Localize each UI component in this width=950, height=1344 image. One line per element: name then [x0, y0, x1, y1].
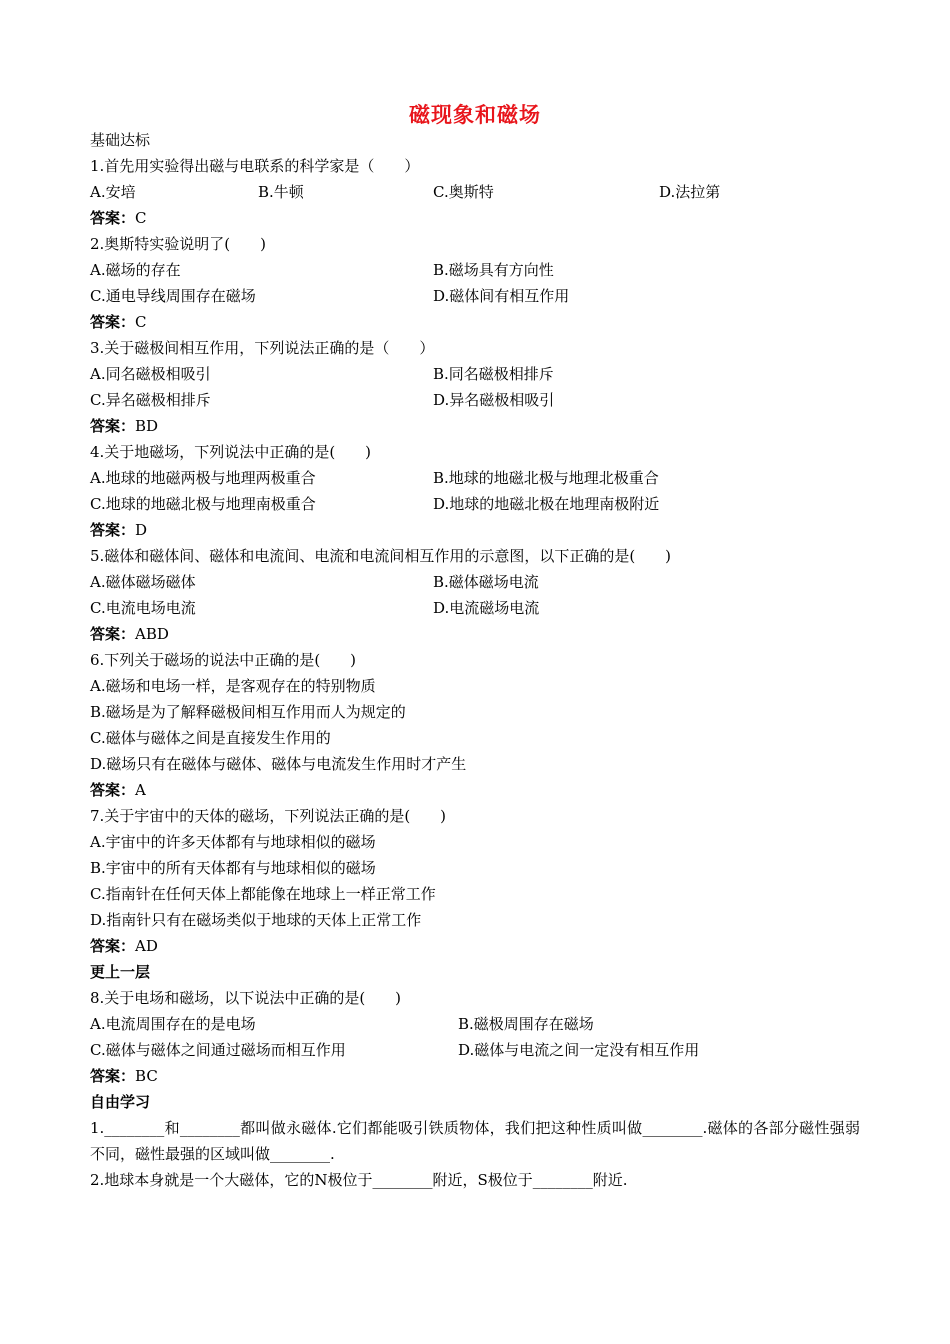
- question-3-stem: 3.关于磁极间相互作用，下列说法正确的是（ ）: [90, 339, 435, 357]
- question-5-option-d: D.电流磁场电流: [433, 599, 540, 617]
- question-3-option-c: C.异名磁极相排斥: [90, 391, 211, 409]
- question-1-answer: [90, 208, 147, 228]
- question-6-stem: 6.下列关于磁场的说法中正确的是( ): [90, 651, 357, 669]
- question-1-option-c: C.奥斯特: [433, 183, 494, 201]
- answer-value: BD: [135, 417, 159, 435]
- answer-label: 答案：: [90, 1067, 136, 1085]
- question-7-option-a: A.宇宙中的许多天体都有与地球相似的磁场: [90, 833, 376, 851]
- question-6-option-b: B.磁场是为了解释磁极间相互作用而人为规定的: [90, 703, 406, 721]
- answer-label: 答案：: [90, 625, 136, 643]
- question-2-answer: [90, 312, 147, 332]
- question-3-option-d: D.异名磁极相吸引: [433, 391, 555, 409]
- question-6-option-d: D.磁场只有在磁体与磁体、磁体与电流发生作用时才产生: [90, 755, 467, 773]
- document-title: 磁现象和磁场: [409, 103, 541, 127]
- answer-label: 答案：: [90, 781, 136, 799]
- question-5-option-b: B.磁体磁场电流: [433, 573, 539, 591]
- question-1-option-b: B.牛顿: [258, 183, 304, 201]
- answer-value: C: [135, 313, 147, 331]
- question-4-answer: [90, 520, 147, 540]
- question-8-stem: 8.关于电场和磁场，以下说法中正确的是( ): [90, 989, 402, 1007]
- question-4-option-b: B.地球的地磁北极与地理北极重合: [433, 469, 659, 487]
- question-1-stem: 1.首先用实验得出磁与电联系的科学家是（ ）: [90, 157, 420, 175]
- question-4-option-c: C.地球的地磁北极与地理南极重合: [90, 495, 316, 513]
- question-2-option-d: D.磁体间有相互作用: [433, 287, 570, 305]
- answer-value: D: [135, 521, 148, 539]
- question-5-option-a: A.磁体磁场磁体: [90, 573, 196, 591]
- question-3-option-a: A.同名磁极相吸引: [90, 365, 211, 383]
- answer-label: 答案：: [90, 417, 136, 435]
- question-5-option-c: C.电流电场电流: [90, 599, 196, 617]
- question-6-answer: [90, 780, 146, 800]
- answer-value: A: [135, 781, 146, 799]
- fill-in-2: 2.地球本身就是一个大磁体，它的N极位于________附近，S极位于________附近.: [90, 1171, 628, 1189]
- question-7-option-d: D.指南针只有在磁场类似于地球的天体上正常工作: [90, 911, 422, 929]
- answer-value: BC: [135, 1067, 158, 1085]
- question-2-stem: 2.奥斯特实验说明了( ): [90, 235, 267, 253]
- answer-label: 答案：: [90, 521, 136, 539]
- question-5-stem: 5.磁体和磁体间、磁体和电流间、电流和电流间相互作用的示意图，以下正确的是( ): [90, 547, 672, 565]
- question-7-stem: 7.关于宇宙中的天体的磁场，下列说法正确的是( ): [90, 807, 447, 825]
- question-2-option-c: C.通电导线周围存在磁场: [90, 287, 256, 305]
- question-8-option-b: B.磁极周围存在磁场: [458, 1015, 594, 1033]
- answer-label: 答案：: [90, 313, 136, 331]
- question-6-option-c: C.磁体与磁体之间是直接发生作用的: [90, 729, 331, 747]
- question-1-option-a: A.安培: [90, 183, 136, 201]
- question-3-answer: [90, 416, 158, 436]
- question-7-answer: [90, 936, 158, 956]
- question-8-option-a: A.电流周围存在的是电场: [90, 1015, 256, 1033]
- answer-label: 答案：: [90, 209, 136, 227]
- question-2-option-a: A.磁场的存在: [90, 261, 181, 279]
- question-4-stem: 4.关于地磁场，下列说法中正确的是( ): [90, 443, 372, 461]
- question-8-option-d: D.磁体与电流之间一定没有相互作用: [458, 1041, 700, 1059]
- question-8-option-c: C.磁体与磁体之间通过磁场而相互作用: [90, 1041, 346, 1059]
- section-heading-self-study: 自由学习: [90, 1093, 151, 1111]
- answer-label: 答案：: [90, 937, 136, 955]
- answer-value: C: [135, 209, 147, 227]
- question-4-option-a: A.地球的地磁两极与地理两极重合: [90, 469, 316, 487]
- question-8-answer: [90, 1066, 158, 1086]
- question-7-option-b: B.宇宙中的所有天体都有与地球相似的磁场: [90, 859, 376, 877]
- question-6-option-a: A.磁场和电场一样，是客观存在的特别物质: [90, 677, 376, 695]
- question-4-option-d: D.地球的地磁北极在地理南极附近: [433, 495, 660, 513]
- question-7-option-c: C.指南针在任何天体上都能像在地球上一样正常工作: [90, 885, 436, 903]
- answer-value: AD: [135, 937, 158, 955]
- question-5-answer: [90, 624, 169, 644]
- question-1-option-d: D.法拉第: [659, 183, 721, 201]
- question-3-option-b: B.同名磁极相排斥: [433, 365, 554, 383]
- answer-value: ABD: [135, 625, 169, 643]
- question-2-option-b: B.磁场具有方向性: [433, 261, 554, 279]
- section-heading-basic: 基础达标: [90, 131, 151, 149]
- section-heading-advanced: 更上一层: [90, 963, 151, 981]
- fill-in-1: 1.________和________都叫做永磁体.它们都能吸引铁质物体，我们把这种性质叫做________.磁体的各部分磁性强弱不同，磁性最强的区域叫做________.: [90, 1119, 860, 1163]
